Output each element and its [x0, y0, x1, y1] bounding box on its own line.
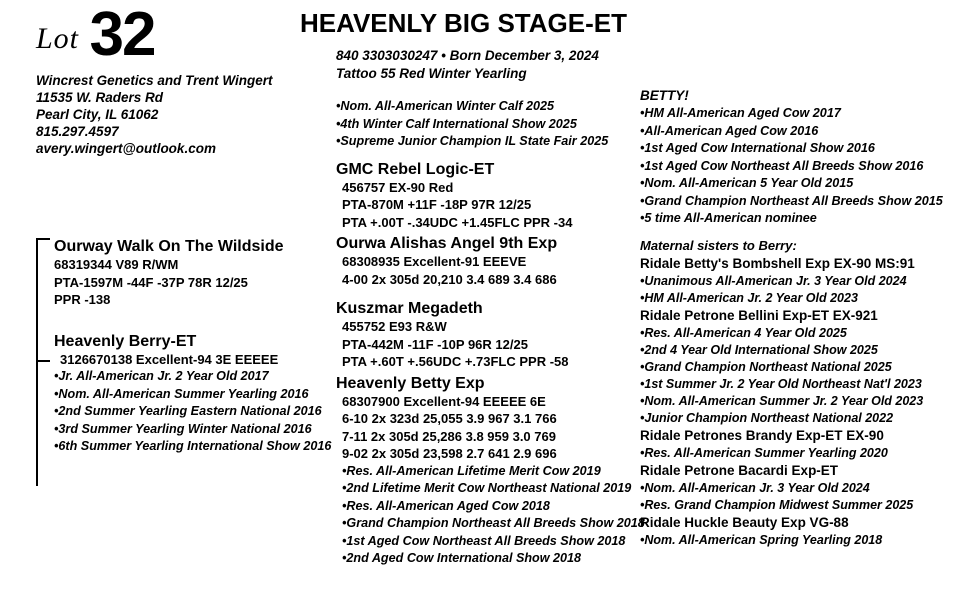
achievement-item: •2nd Lifetime Merit Cow Northeast National 2019	[342, 481, 632, 495]
mgd-data-line: 7-11 2x 305d 25,286 3.8 959 3.0 769	[342, 428, 556, 444]
maternal-grandsire-block	[336, 300, 636, 371]
sire-data-line: 456757 EX-90 Red	[342, 179, 454, 195]
animal-achievements	[336, 98, 636, 151]
sister-achievements	[640, 325, 956, 427]
betty-heading: BETTY!	[640, 88, 689, 103]
achievement-item: •Nom. All-American Winter Calf 2025	[336, 99, 554, 113]
achievement-item: •Res. All-American Lifetime Merit Cow 2019	[342, 463, 601, 478]
achievement-item: •Res. All-American Summer Yearling 2020	[640, 445, 888, 460]
achievement-item: •1st Aged Cow Northeast All Breeds Show 2016	[640, 158, 924, 173]
sire-block	[336, 161, 636, 232]
achievement-item: •Supreme Junior Champion IL State Fair 2025	[336, 134, 609, 148]
sister-entry	[640, 427, 956, 462]
achievement-item: •HM All-American Aged Cow 2017	[640, 106, 841, 120]
achievement-item: •Unanimous All-American Jr. 3 Year Old 2024	[640, 273, 907, 288]
achievement-item: •3rd Summer Yearling Winter National 2016	[54, 421, 312, 436]
achievement-item: •Grand Champion Northeast National 2025	[640, 359, 892, 374]
sister-entry	[640, 255, 956, 307]
tattoo-line: Tattoo 55 Red Winter Yearling	[336, 66, 527, 81]
dam-sire-data	[54, 256, 326, 309]
achievement-item: •4th Winter Calf International Show 2025	[336, 116, 577, 131]
sister-name: Ridale Huckle Beauty Exp VG-88	[640, 514, 849, 530]
maternal-granddam-name: Heavenly Betty Exp	[336, 374, 485, 392]
achievement-item: •2nd Summer Yearling Eastern National 2016	[54, 404, 322, 418]
sire-data	[336, 179, 636, 232]
sister-name: Ridale Petrone Bellini Exp-ET EX-921	[640, 307, 878, 323]
sister-entry	[640, 514, 956, 549]
mgs-data-line: PTA +.60T +.56UDC +.73FLC PPR -58	[342, 354, 569, 369]
achievement-item: •1st Aged Cow Northeast All Breeds Show 2018	[342, 533, 626, 548]
achievement-item: •Grand Champion Northeast All Breeds Show 2015	[640, 193, 943, 208]
dam-dam-data-line: 3126670138 Excellent-94 3E EEEEE	[60, 351, 279, 367]
page-title: HEAVENLY BIG STAGE-ET	[300, 8, 627, 38]
achievement-item: •Res. All-American 4 Year Old 2025	[640, 325, 847, 340]
mgs-data-line: PTA-442M -11F -10P 96R 12/25	[342, 336, 528, 352]
betty-achievements	[640, 105, 956, 228]
achievement-item: •6th Summer Yearling International Show 2016	[54, 439, 332, 453]
sister-name: Ridale Petrone Bacardi Exp-ET	[640, 462, 839, 478]
achievement-item: •Nom. All-American 5 Year Old 2015	[640, 176, 854, 190]
consignor-phone: 815.297.4597	[36, 124, 119, 139]
achievement-item: •Res. All-American Aged Cow 2018	[342, 498, 550, 513]
pedigree-center-column	[336, 98, 645, 570]
sister-entry	[640, 307, 956, 427]
maternal-granddam-block	[336, 374, 645, 568]
mgd-data-line: 9-02 2x 305d 23,598 2.7 641 2.9 696	[342, 446, 557, 461]
sire-dam-data-line: 4-00 2x 305d 20,210 3.4 689 3.4 686	[342, 271, 557, 287]
achievement-item: •Nom. All-American Summer Yearling 2016	[54, 386, 309, 401]
achievement-item: •Nom. All-American Summer Jr. 2 Year Old 2023	[640, 393, 924, 408]
maternal-grandsire-data	[336, 318, 636, 371]
dam-sire-data-line: PPR -138	[54, 292, 111, 307]
sister-name: Ridale Betty's Bombshell Exp EX-90 MS:91	[640, 255, 915, 271]
sire-dam-data-line: 68308935 Excellent-91 EEEVE	[342, 254, 527, 269]
sister-achievements	[640, 480, 956, 514]
achievement-item: •Nom. All-American Spring Yearling 2018	[640, 532, 883, 547]
maternal-sisters-heading: Maternal sisters to Berry:	[640, 237, 797, 253]
dam-dam-name: Heavenly Berry-ET	[54, 332, 197, 350]
achievement-item: •Res. Grand Champion Midwest Summer 2025	[640, 497, 914, 512]
maternal-grandsire-name: Kuszmar Megadeth	[336, 300, 483, 317]
sister-achievements	[640, 273, 956, 307]
sister-name: Ridale Petrones Brandy Exp-ET EX-90	[640, 427, 884, 443]
lot-label: Lot	[36, 22, 80, 55]
lot-header	[36, 0, 286, 157]
achievement-item: •1st Aged Cow International Show 2016	[640, 141, 875, 155]
sire-data-line: PTA-870M +11F -18P 97R 12/25	[342, 197, 532, 212]
achievement-item: •1st Summer Jr. 2 Year Old Northeast Nat'l 2023	[640, 376, 922, 391]
achievement-item: •5 time All-American nominee	[640, 211, 817, 225]
dam-dam-block	[54, 332, 332, 456]
dam-sire-block	[54, 238, 326, 309]
maternal-granddam-achievements	[336, 463, 645, 568]
dam-dam-achievements	[54, 368, 332, 456]
consignor-name: Wincrest Genetics and Trent Wingert	[36, 73, 273, 88]
lot-number: 32	[89, 0, 155, 69]
mgd-data-line: 68307900 Excellent-94 EEEEE 6E	[342, 393, 546, 409]
consignor-email: avery.wingert@outlook.com	[36, 141, 216, 156]
right-column	[640, 88, 956, 549]
dam-sire-data-line: PTA-1597M -44F -37P 78R 12/25	[54, 274, 248, 290]
sire-data-line: PTA +.00T -.34UDC +1.45FLC PPR -34	[342, 214, 573, 230]
achievement-item: •HM All-American Jr. 2 Year Old 2023	[640, 290, 858, 305]
achievement-item: •2nd 4 Year Old International Show 2025	[640, 342, 878, 357]
sister-achievements	[640, 532, 956, 549]
consignor-city: Pearl City, IL 61062	[36, 107, 159, 122]
achievement-item: •Jr. All-American Jr. 2 Year Old 2017	[54, 369, 269, 383]
mgs-data-line: 455752 E93 R&W	[342, 319, 447, 334]
dam-sire-name: Ourway Walk On The Wildside	[54, 238, 284, 255]
sister-achievements	[640, 445, 956, 462]
sire-dam-data	[336, 253, 636, 288]
achievement-item: •Nom. All-American Jr. 3 Year Old 2024	[640, 480, 870, 495]
dam-dam-data	[54, 351, 326, 369]
achievement-item: •Junior Champion Northeast National 2022	[640, 410, 894, 425]
achievement-item: •All-American Aged Cow 2016	[640, 123, 819, 138]
achievement-item: •Grand Champion Northeast All Breeds Show 2018	[342, 516, 645, 530]
achievement-item: •2nd Aged Cow International Show 2018	[342, 551, 582, 565]
mgd-data-line: 6-10 2x 323d 25,055 3.9 967 3.1 766	[342, 411, 557, 426]
pedigree-left-column	[36, 238, 332, 458]
consignor-block	[36, 72, 286, 157]
dam-sire-data-line: 68319344 V89 R/WM	[54, 257, 179, 272]
registration-line: 840 3303030247 • Born December 3, 2024	[336, 48, 599, 63]
maternal-granddam-data	[336, 393, 636, 463]
sire-name: GMC Rebel Logic-ET	[336, 160, 495, 178]
sire-dam-name: Ourwa Alishas Angel 9th Exp	[336, 235, 558, 252]
sister-entry	[640, 462, 956, 514]
sire-dam-block	[336, 235, 636, 288]
consignor-address: 11535 W. Raders Rd	[36, 90, 164, 105]
